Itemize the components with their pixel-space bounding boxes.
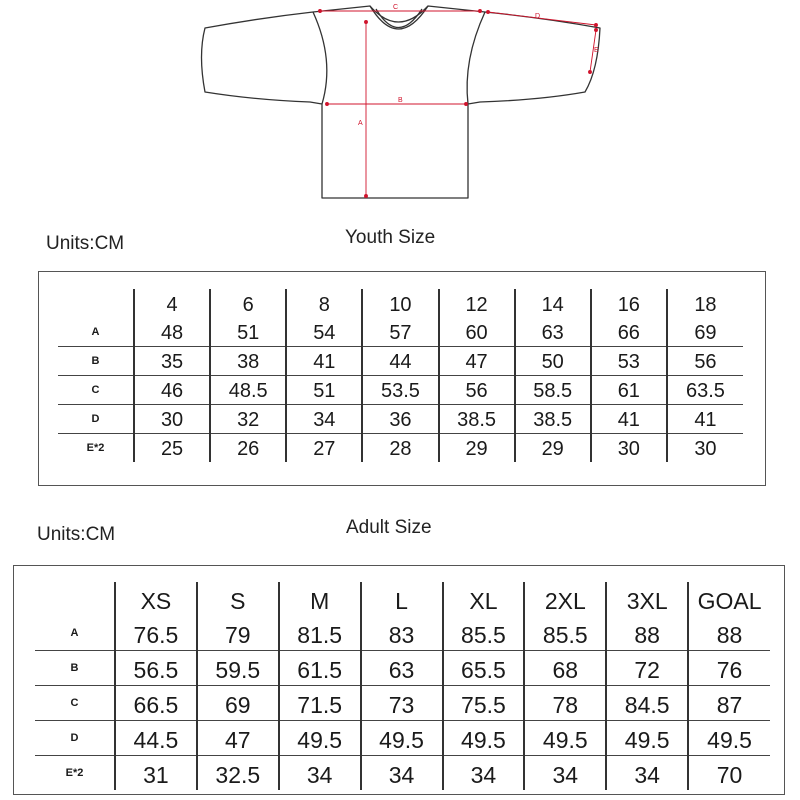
table-cell: 46: [134, 376, 210, 405]
table-cell: 57: [362, 318, 438, 347]
table-cell: 48: [134, 318, 210, 347]
table-row: [35, 721, 770, 756]
row-label: A: [58, 318, 134, 347]
adult-units-label: Units:CM: [37, 524, 116, 545]
measurement-labels: [358, 4, 599, 127]
table-cell: 49.5: [524, 721, 606, 756]
table-cell: 73: [361, 686, 443, 721]
table-cell: 53.5: [362, 376, 438, 405]
table-cell: 49.5: [606, 721, 688, 756]
table-cell: 41: [286, 347, 362, 376]
youth-table-title: Youth Size: [345, 227, 436, 248]
table-cell: 27: [286, 434, 362, 463]
table-row: [35, 686, 770, 721]
table-header-row: [35, 582, 770, 616]
table-cell: 48.5: [210, 376, 286, 405]
measurement-lines: [319, 10, 598, 198]
table-cell: 75.5: [443, 686, 525, 721]
measure-label-d: D: [535, 13, 541, 20]
table-row: [35, 616, 770, 651]
jersey-measurement-diagram: [195, 0, 605, 205]
table-cell: 54: [286, 318, 362, 347]
row-label: E*2: [86, 441, 105, 454]
table-row: [35, 756, 770, 791]
table-cell: 29: [439, 434, 515, 463]
size-header: M: [279, 582, 361, 616]
table-cell: 26: [210, 434, 286, 463]
table-cell: 69: [197, 686, 279, 721]
table-cell: 34: [524, 756, 606, 791]
row-label: C: [58, 376, 134, 405]
table-cell: 58.5: [515, 376, 591, 405]
size-header: 18: [667, 289, 743, 318]
size-header: 4: [134, 289, 210, 318]
row-label: E*2: [65, 767, 84, 779]
table-cell: 34: [279, 756, 361, 791]
table-cell: 44.5: [115, 721, 197, 756]
corner-cell: [58, 289, 134, 318]
size-header: S: [197, 582, 279, 616]
size-header: 10: [362, 289, 438, 318]
measure-line-d: [488, 12, 596, 25]
table-cell: 49.5: [688, 721, 770, 756]
table-row: [35, 651, 770, 686]
table-cell: 34: [361, 756, 443, 791]
row-label: B: [58, 347, 134, 376]
table-cell: 68: [524, 651, 606, 686]
table-cell: 87: [688, 686, 770, 721]
table-cell: 32: [210, 405, 286, 434]
corner-cell: [35, 582, 115, 616]
table-cell: 85.5: [443, 616, 525, 651]
table-cell: 31: [115, 756, 197, 791]
table-cell: 49.5: [279, 721, 361, 756]
table-cell: 56: [439, 376, 515, 405]
table-row: [58, 318, 743, 347]
table-cell: 35: [134, 347, 210, 376]
size-header: GOAL: [688, 582, 770, 616]
size-header: XS: [115, 582, 197, 616]
table-cell: 30: [591, 434, 667, 463]
table-cell: 84.5: [606, 686, 688, 721]
table-cell: 76.5: [115, 616, 197, 651]
size-header: L: [361, 582, 443, 616]
measure-label-b: B: [398, 97, 403, 104]
table-cell: 61: [591, 376, 667, 405]
table-cell: 70: [688, 756, 770, 791]
table-cell: 66.5: [115, 686, 197, 721]
table-cell: 59.5: [197, 651, 279, 686]
adult-table-title: Adult Size: [346, 517, 432, 538]
table-cell: 66: [591, 318, 667, 347]
table-cell: 83: [361, 616, 443, 651]
row-label: B: [35, 651, 115, 686]
table-cell: 49.5: [443, 721, 525, 756]
table-cell: 78: [524, 686, 606, 721]
table-cell: 63: [515, 318, 591, 347]
table-cell: 53: [591, 347, 667, 376]
table-cell: 44: [362, 347, 438, 376]
table-cell: 38: [210, 347, 286, 376]
size-header: 2XL: [524, 582, 606, 616]
table-cell: 38.5: [515, 405, 591, 434]
youth-units-label: Units:CM: [46, 233, 125, 254]
table-cell: 32.5: [197, 756, 279, 791]
row-label: D: [35, 721, 115, 756]
table-cell: 49.5: [361, 721, 443, 756]
table-header-row: [58, 289, 743, 318]
table-cell: 56: [667, 347, 743, 376]
table-cell: 79: [197, 616, 279, 651]
table-row: [58, 347, 743, 376]
table-cell: 72: [606, 651, 688, 686]
table-cell: 63.5: [667, 376, 743, 405]
table-cell: 85.5: [524, 616, 606, 651]
table-cell: 88: [606, 616, 688, 651]
size-header: 12: [439, 289, 515, 318]
row-label: C: [35, 686, 115, 721]
table-cell: 51: [286, 376, 362, 405]
table-cell: 88: [688, 616, 770, 651]
size-header: 16: [591, 289, 667, 318]
measure-label-e: E: [594, 47, 599, 54]
table-row: [58, 376, 743, 405]
table-row: [58, 434, 743, 463]
size-header: 6: [210, 289, 286, 318]
table-cell: 81.5: [279, 616, 361, 651]
table-cell: 61.5: [279, 651, 361, 686]
table-cell: 47: [439, 347, 515, 376]
size-header: 8: [286, 289, 362, 318]
size-header: XL: [443, 582, 525, 616]
youth-size-table: [58, 289, 743, 462]
table-cell: 76: [688, 651, 770, 686]
table-row: [58, 405, 743, 434]
table-cell: 50: [515, 347, 591, 376]
table-cell: 34: [443, 756, 525, 791]
row-label: A: [35, 616, 115, 651]
table-cell: 63: [361, 651, 443, 686]
adult-size-table: [35, 582, 770, 790]
table-cell: 41: [667, 405, 743, 434]
measure-label-a: A: [358, 120, 363, 127]
table-cell: 29: [515, 434, 591, 463]
row-label: D: [58, 405, 134, 434]
table-cell: 25: [134, 434, 210, 463]
table-cell: 47: [197, 721, 279, 756]
measure-label-c: C: [393, 4, 399, 11]
table-cell: 38.5: [439, 405, 515, 434]
table-cell: 34: [286, 405, 362, 434]
table-cell: 65.5: [443, 651, 525, 686]
table-cell: 56.5: [115, 651, 197, 686]
size-header: 14: [515, 289, 591, 318]
table-cell: 71.5: [279, 686, 361, 721]
table-cell: 51: [210, 318, 286, 347]
table-cell: 60: [439, 318, 515, 347]
table-cell: 28: [362, 434, 438, 463]
table-cell: 41: [591, 405, 667, 434]
table-cell: 36: [362, 405, 438, 434]
table-cell: 69: [667, 318, 743, 347]
table-cell: 30: [134, 405, 210, 434]
table-cell: 30: [667, 434, 743, 463]
table-cell: 34: [606, 756, 688, 791]
size-header: 3XL: [606, 582, 688, 616]
